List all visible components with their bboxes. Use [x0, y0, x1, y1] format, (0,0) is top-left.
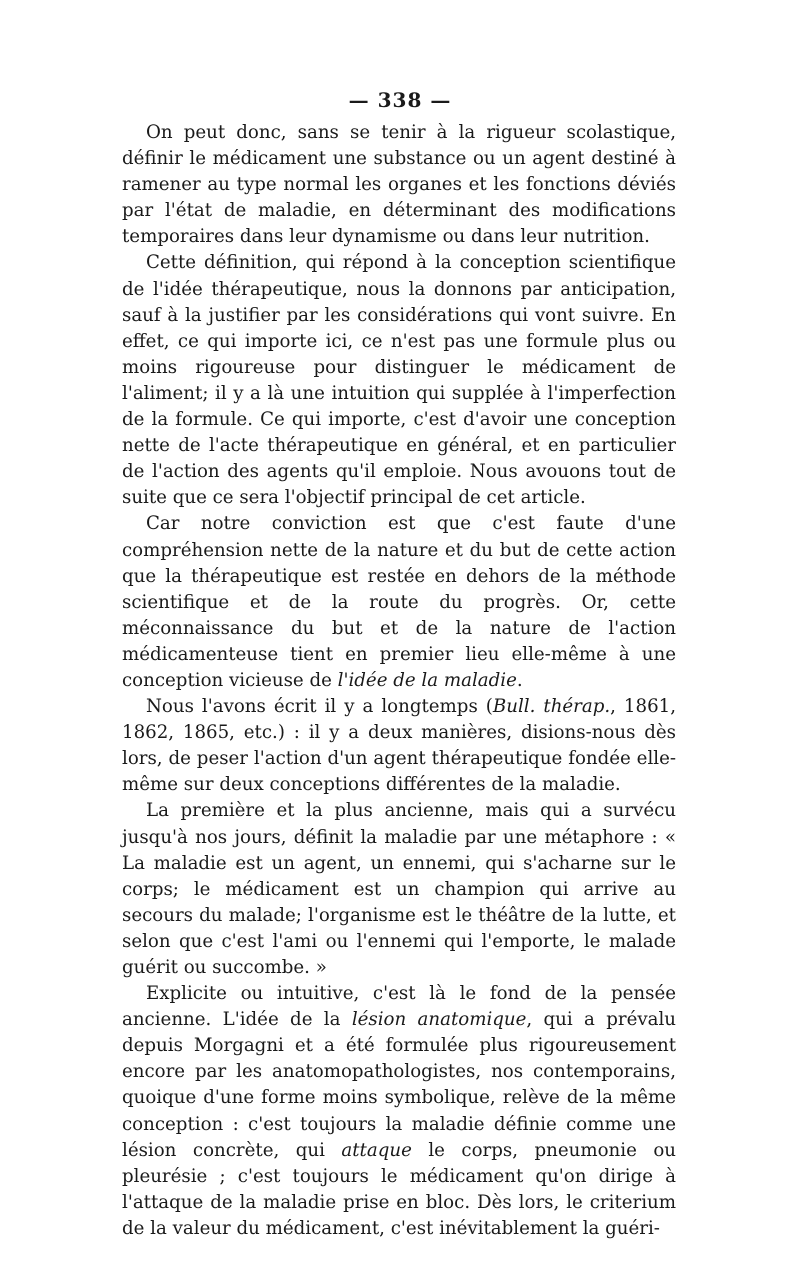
paragraph	[122, 694, 676, 798]
text-run: , 1861, 1862, 1865, etc.) : il y a deux manières, disions-nous dès lors, de peser l'action d'un agent thérapeutique fondée elle-même sur deux conceptions différentes de la maladie.	[122, 696, 676, 796]
text-run: le corps, pneumonie ou pleurésie ; c'est toujours le médicament qu'on dirige à l'attaque de la maladie prise en bloc. Dès lors, le criterium de la valeur du médicament, c'est inévitablement la guéri-	[122, 1139, 676, 1239]
italic-text: l'idée de la maladie	[337, 669, 517, 691]
text-run: , qui a prévalu depuis Morgagni et a été formulée plus rigoureusement encore par les anatomopathologistes, nos contemporains, quoique d'une forme moins symbolique, relève de la même conception : c'est toujours la maladie définie comme une lésion concrète, qui	[122, 1009, 676, 1161]
text-run: Car notre conviction est que c'est faute d'une compréhension nette de la nature et du but de cette action que la thérapeutique est restée en dehors de la méthode scientifique et de la route du progrès. Or, cette méconnaissance du but et de la nature de l'action médicamenteuse tient en premier lieu elle-même à une conception vicieuse de	[122, 513, 676, 691]
page-number: — 338 —	[348, 88, 452, 112]
italic-text: Bull. thérap.	[492, 696, 611, 718]
text-run: Nous l'avons écrit il y a longtemps (	[146, 696, 493, 718]
paragraph	[122, 981, 676, 1242]
italic-text: attaque	[341, 1139, 412, 1161]
paragraph	[122, 798, 676, 981]
paragraph	[122, 511, 676, 694]
body-text	[122, 120, 676, 1242]
italic-text: lésion anatomique	[351, 1009, 527, 1031]
text-run: .	[516, 669, 523, 691]
paragraph	[122, 120, 676, 250]
text-run: Explicite ou intuitive, c'est là le fond de la pensée ancienne. L'idée de la	[122, 983, 676, 1031]
text-run: On peut donc, sans se tenir à la rigueur scolastique, définir le médicament une substance ou un agent destiné à ramener au type normal les organes et les fonctions déviés par l'état de maladie, en déterminant des modifications temporaires dans leur dynamisme ou dans leur nutrition.	[122, 122, 676, 248]
text-run: Cette définition, qui répond à la conception scientifique de l'idée thérapeutique, nous la donnons par anticipation, sauf à la justifier par les considérations qui vont suivre. En effet, ce qui importe ici, ce n'est pas une formule plus ou moins rigoureuse pour distinguer le médicament de l'aliment; il y a là une intuition qui supplée à l'imperfection de la formule. Ce qui importe, c'est d'avoir une conception nette de l'acte thérapeutique en général, et en particulier de l'action des agents qu'il emploie. Nous avouons tout de suite que ce sera l'objectif principal de cet article.	[122, 252, 676, 509]
text-run: La première et la plus ancienne, mais qui a survécu jusqu'à nos jours, définit la maladie par une métaphore : « La maladie est un agent, un ennemi, qui s'acharne sur le corps; le médicament est un champion qui arrive au secours du malade; l'organisme est le théâtre de la lutte, et selon que c'est l'ami ou l'ennemi qui l'emporte, le malade guérit ou succombe. »	[122, 800, 676, 978]
paragraph	[122, 250, 676, 511]
